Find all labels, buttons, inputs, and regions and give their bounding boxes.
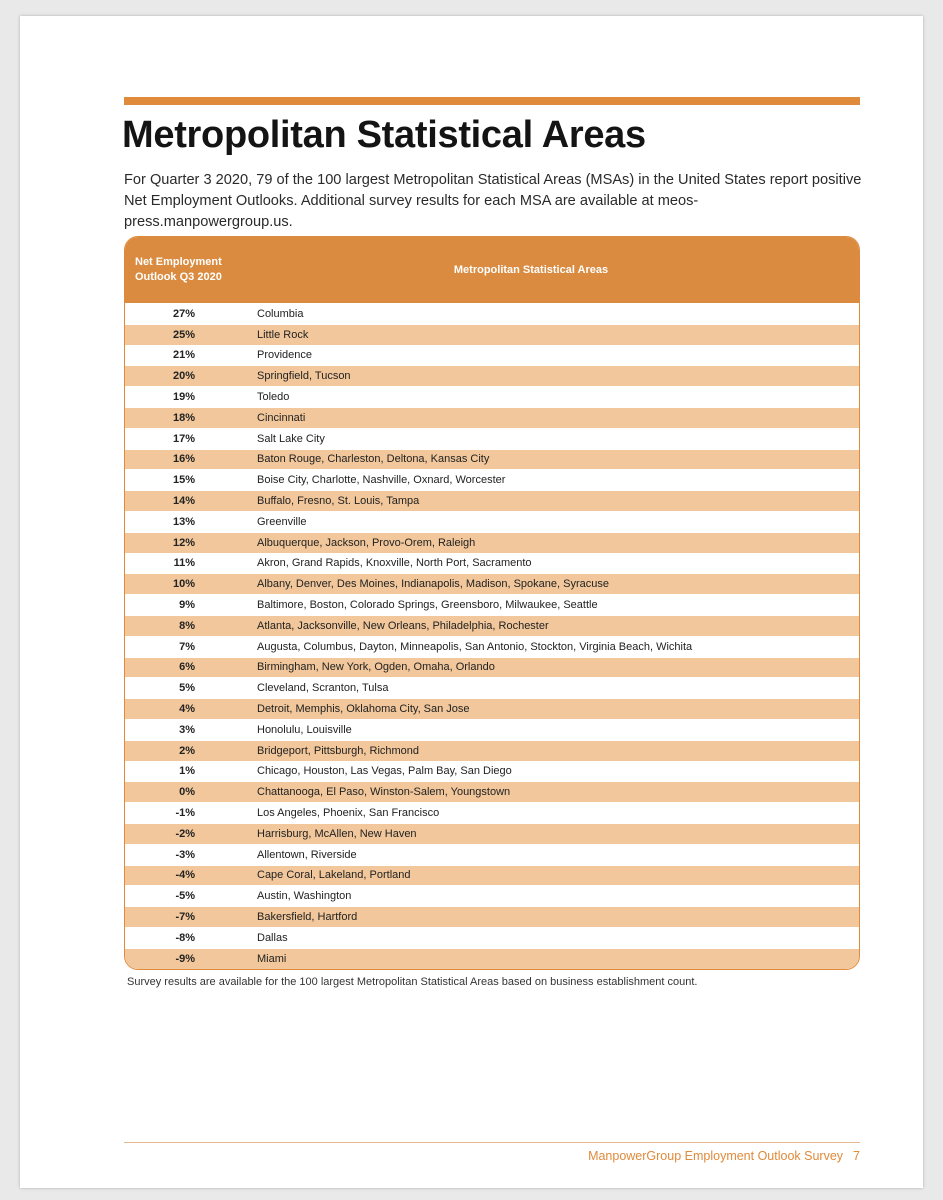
- table-row: [125, 490, 859, 511]
- page-footer: [588, 1149, 860, 1163]
- outlook-value: -4%: [175, 869, 195, 882]
- table-body: [125, 303, 859, 969]
- table-row: [125, 553, 859, 574]
- outlook-value: -9%: [175, 952, 195, 965]
- msa-list: Bakersfield, Hartford: [257, 911, 358, 923]
- header-outlook-line1: Net Employment: [135, 256, 222, 268]
- msa-list: Bridgeport, Pittsburgh, Richmond: [257, 744, 420, 757]
- table-row: [125, 615, 859, 636]
- msa-list: Augusta, Columbus, Dayton, Minneapolis, San Antonio, Stockton, Virginia Beach, Wichita: [257, 640, 693, 653]
- outlook-value: 19%: [172, 391, 195, 404]
- table-row: [125, 386, 859, 407]
- header-areas: Metropolitan Statistical Areas: [453, 264, 609, 276]
- table-row: [125, 698, 859, 719]
- outlook-value: -5%: [175, 890, 195, 903]
- outlook-value: 16%: [172, 453, 195, 466]
- table-row: [125, 365, 859, 386]
- footer-rule: [124, 1142, 860, 1143]
- msa-list: Boise City, Charlotte, Nashville, Oxnard, Worcester: [257, 474, 506, 487]
- msa-list: Miami: [257, 952, 287, 965]
- msa-list: Baltimore, Boston, Colorado Springs, Greensboro, Milwaukee, Seattle: [257, 599, 598, 612]
- outlook-value: 17%: [172, 432, 195, 445]
- outlook-value: 12%: [172, 536, 195, 549]
- outlook-value: 5%: [179, 682, 195, 695]
- outlook-value: 18%: [172, 411, 195, 424]
- table-row: [125, 303, 859, 324]
- table-row: [125, 761, 859, 782]
- table-row: [125, 449, 859, 470]
- table-row: [125, 906, 859, 927]
- outlook-value: 0%: [179, 786, 195, 799]
- table-row: [125, 927, 859, 948]
- table-footnote: Survey results are available for the 100 largest Metropolitan Statistical Areas based on business establishment count.: [127, 976, 698, 988]
- msa-list: Greenville: [257, 515, 307, 528]
- outlook-value: 10%: [172, 578, 195, 591]
- page-number: 7: [853, 1149, 860, 1163]
- outlook-value: 4%: [179, 703, 195, 716]
- msa-list: Columbia: [257, 307, 304, 320]
- outlook-value: -3%: [175, 848, 195, 861]
- msa-list: Baton Rouge, Charleston, Deltona, Kansas City: [257, 453, 490, 466]
- table-row: [125, 844, 859, 865]
- outlook-value: -7%: [175, 911, 195, 923]
- table-row: [125, 469, 859, 490]
- table-row: [125, 885, 859, 906]
- msa-list: Harrisburg, McAllen, New Haven: [257, 827, 417, 840]
- outlook-value: 7%: [179, 640, 195, 653]
- outlook-value: -2%: [175, 827, 195, 840]
- outlook-value: 21%: [172, 349, 195, 362]
- msa-list: Albuquerque, Jackson, Provo-Orem, Raleigh: [257, 536, 476, 549]
- outlook-value: 2%: [179, 744, 195, 757]
- table-row: [125, 532, 859, 553]
- msa-list: Buffalo, Fresno, St. Louis, Tampa: [257, 495, 420, 508]
- outlook-value: -1%: [175, 807, 195, 820]
- outlook-value: 15%: [172, 474, 195, 487]
- table-row: [125, 428, 859, 449]
- msa-list: Cleveland, Scranton, Tulsa: [257, 682, 389, 695]
- top-accent-rule: [124, 97, 860, 105]
- msa-list: Springfield, Tucson: [257, 370, 351, 383]
- outlook-value: 20%: [172, 370, 195, 383]
- outlook-value: 6%: [179, 661, 195, 674]
- msa-list: Dallas: [257, 931, 288, 944]
- header-outlook-line2: Outlook Q3 2020: [135, 271, 222, 283]
- outlook-value: -8%: [175, 931, 195, 944]
- msa-list: Chattanooga, El Paso, Winston-Salem, Youngstown: [257, 786, 511, 799]
- table-row: [125, 719, 859, 740]
- table-row: [125, 636, 859, 657]
- msa-list: Allentown, Riverside: [257, 848, 357, 861]
- outlook-value: 14%: [172, 495, 195, 508]
- msa-list: Austin, Washington: [257, 890, 352, 903]
- table-row: [125, 573, 859, 594]
- footer-title: ManpowerGroup Employment Outlook Survey: [588, 1149, 844, 1163]
- msa-list: Cape Coral, Lakeland, Portland: [257, 869, 411, 882]
- outlook-value: 9%: [179, 599, 195, 612]
- table-row: [125, 865, 859, 886]
- table-row: [125, 802, 859, 823]
- msa-list: Los Angeles, Phoenix, San Francisco: [257, 807, 440, 820]
- table-row: [125, 740, 859, 761]
- table-row: [125, 594, 859, 615]
- table-row: [125, 677, 859, 698]
- page-title: Metropolitan Statistical Areas: [122, 114, 646, 156]
- outlook-value: 3%: [179, 723, 195, 736]
- msa-list: Cincinnati: [257, 411, 306, 424]
- msa-list: Birmingham, New York, Ogden, Omaha, Orlando: [257, 661, 495, 674]
- outlook-value: 13%: [172, 515, 195, 528]
- msa-list: Salt Lake City: [257, 432, 325, 445]
- msa-list: Honolulu, Louisville: [257, 723, 352, 736]
- table-row: [125, 511, 859, 532]
- table-row: [125, 324, 859, 345]
- outlook-value: 1%: [179, 765, 195, 778]
- outlook-value: 25%: [172, 328, 195, 341]
- msa-list: Albany, Denver, Des Moines, Indianapolis, Madison, Spokane, Syracuse: [257, 578, 609, 591]
- table-row: [125, 407, 859, 428]
- msa-list: Toledo: [257, 391, 290, 404]
- msa-list: Chicago, Houston, Las Vegas, Palm Bay, San Diego: [257, 765, 512, 778]
- msa-list: Atlanta, Jacksonville, New Orleans, Philadelphia, Rochester: [257, 619, 549, 632]
- outlook-value: 8%: [179, 619, 195, 632]
- msa-table: [124, 236, 860, 970]
- intro-paragraph: For Quarter 3 2020, 79 of the 100 largest Metropolitan Statistical Areas (MSAs) in the United States report positive Net Employment Outlooks. Additional survey results for each MSA are available at meos-press.manpowergroup.us.: [124, 172, 862, 230]
- table-row: [125, 823, 859, 844]
- outlook-value: 11%: [173, 557, 195, 570]
- outlook-value: 27%: [172, 307, 195, 320]
- msa-list: Akron, Grand Rapids, Knoxville, North Port, Sacramento: [257, 557, 532, 570]
- table-row: [125, 781, 859, 802]
- table-row: [125, 345, 859, 366]
- msa-list: Providence: [257, 349, 313, 362]
- msa-list: Detroit, Memphis, Oklahoma City, San Jose: [257, 703, 470, 716]
- header-outlook: [125, 255, 243, 285]
- table-row: [125, 657, 859, 678]
- table-row: [125, 948, 859, 969]
- table-header: [125, 237, 859, 303]
- document-page: [20, 16, 923, 1188]
- msa-list: Little Rock: [257, 328, 309, 341]
